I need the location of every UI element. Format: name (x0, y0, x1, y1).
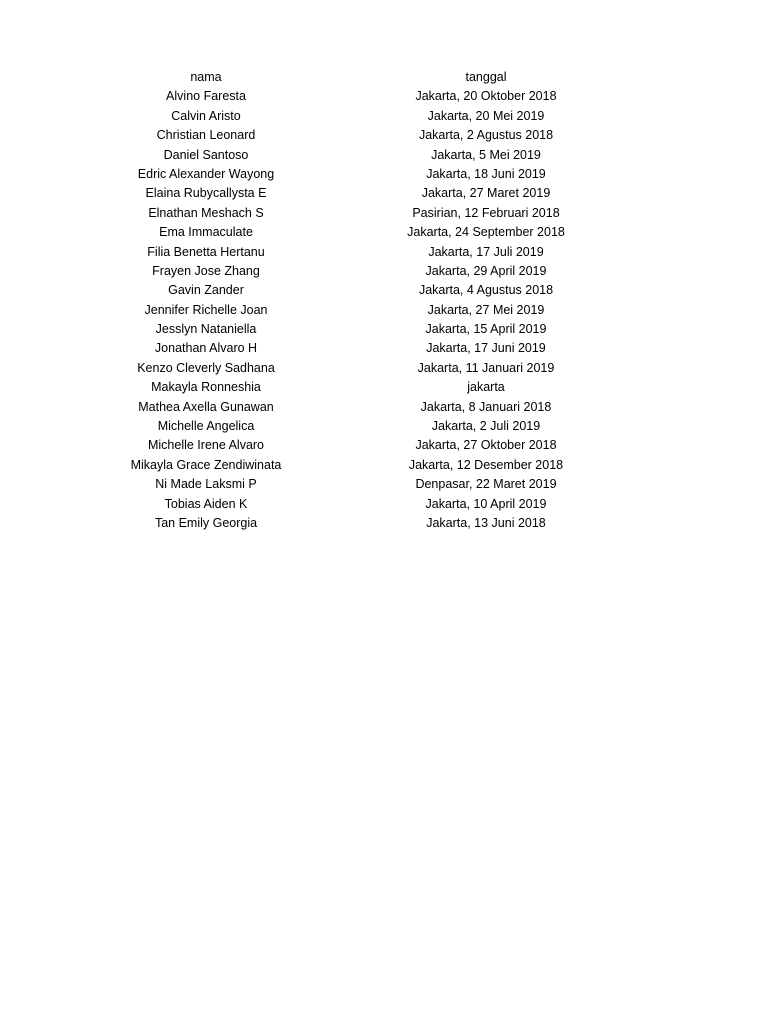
table-row (0, 320, 768, 339)
cell-tanggal: Jakarta, 8 Januari 2018 (420, 399, 552, 414)
table-row (0, 495, 768, 514)
cell-tanggal: Jakarta, 2 Agustus 2018 (418, 128, 554, 143)
table-row (0, 262, 768, 281)
cell-nama: Edric Alexander Wayong (137, 166, 275, 181)
cell-nama: Calvin Aristo (171, 108, 241, 123)
cell-nama: Filia Benetta Hertanu (147, 244, 265, 259)
cell-tanggal: Jakarta, 24 September 2018 (407, 225, 565, 240)
table-row (0, 223, 768, 242)
cell-nama: Daniel Santoso (163, 147, 249, 162)
cell-tanggal: Jakarta, 27 Oktober 2018 (415, 438, 557, 453)
cell-nama: Jesslyn Nataniella (155, 322, 257, 337)
cell-tanggal: Jakarta, 17 Juli 2019 (428, 244, 544, 259)
table-row (0, 456, 768, 475)
header-nama: nama (190, 70, 222, 84)
cell-nama: Jennifer Richelle Joan (144, 302, 268, 317)
table-row (0, 398, 768, 417)
table-row (0, 301, 768, 320)
cell-tanggal: Jakarta, 27 Maret 2019 (421, 186, 551, 201)
cell-tanggal: Jakarta, 20 Mei 2019 (427, 108, 545, 123)
cell-tanggal: Jakarta, 12 Desember 2018 (408, 457, 564, 472)
table-row (0, 378, 768, 397)
cell-nama: Ema Immaculate (159, 225, 253, 240)
table-row (0, 126, 768, 145)
cell-nama: Jonathan Alvaro H (154, 341, 258, 356)
cell-nama: Michelle Irene Alvaro (147, 438, 265, 453)
cell-tanggal: Jakarta, 11 Januari 2019 (417, 360, 555, 375)
table-row (0, 243, 768, 262)
cell-tanggal: Jakarta, 29 April 2019 (425, 263, 547, 278)
cell-tanggal: jakarta (467, 380, 505, 395)
cell-nama: Elnathan Meshach S (148, 205, 264, 220)
cell-tanggal: Jakarta, 17 Juni 2019 (426, 341, 546, 356)
data-table (0, 68, 768, 533)
cell-tanggal: Jakarta, 2 Juli 2019 (431, 419, 541, 434)
cell-nama: Tan Emily Georgia (154, 515, 258, 530)
cell-nama: Tobias Aiden K (164, 496, 248, 511)
cell-nama: Mikayla Grace Zendiwinata (130, 457, 282, 472)
cell-tanggal: Jakarta, 4 Agustus 2018 (418, 283, 554, 298)
table-row (0, 165, 768, 184)
header-tanggal: tanggal (465, 70, 507, 84)
table-row (0, 475, 768, 494)
cell-tanggal: Jakarta, 10 April 2019 (425, 496, 547, 511)
table-row (0, 339, 768, 358)
table-row (0, 146, 768, 165)
cell-nama: Alvino Faresta (166, 89, 246, 104)
cell-nama: Makayla Ronneshia (151, 380, 261, 395)
cell-tanggal: Jakarta, 13 Juni 2018 (426, 515, 546, 530)
cell-tanggal: Pasirian, 12 Februari 2018 (412, 205, 560, 220)
cell-tanggal: Jakarta, 5 Mei 2019 (431, 147, 541, 162)
table-row (0, 359, 768, 378)
cell-tanggal: Jakarta, 27 Mei 2019 (427, 302, 545, 317)
table-row (0, 417, 768, 436)
table-row (0, 87, 768, 106)
table-row (0, 107, 768, 126)
cell-nama: Elaina Rubycallysta E (145, 186, 267, 201)
cell-nama: Michelle Angelica (157, 419, 255, 434)
table-row (0, 204, 768, 223)
cell-nama: Gavin Zander (168, 283, 244, 298)
table-row (0, 436, 768, 455)
cell-tanggal: Jakarta, 20 Oktober 2018 (415, 89, 557, 104)
table-row (0, 281, 768, 300)
cell-tanggal: Denpasar, 22 Maret 2019 (415, 477, 557, 492)
table-header-row (0, 68, 768, 87)
cell-nama: Mathea Axella Gunawan (138, 399, 274, 414)
table-row (0, 184, 768, 203)
cell-nama: Kenzo Cleverly Sadhana (137, 360, 275, 375)
cell-tanggal: Jakarta, 18 Juni 2019 (426, 166, 546, 181)
cell-tanggal: Jakarta, 15 April 2019 (425, 322, 547, 337)
cell-nama: Ni Made Laksmi P (155, 477, 257, 492)
table-row (0, 514, 768, 533)
cell-nama: Frayen Jose Zhang (152, 263, 260, 278)
cell-nama: Christian Leonard (156, 128, 256, 143)
